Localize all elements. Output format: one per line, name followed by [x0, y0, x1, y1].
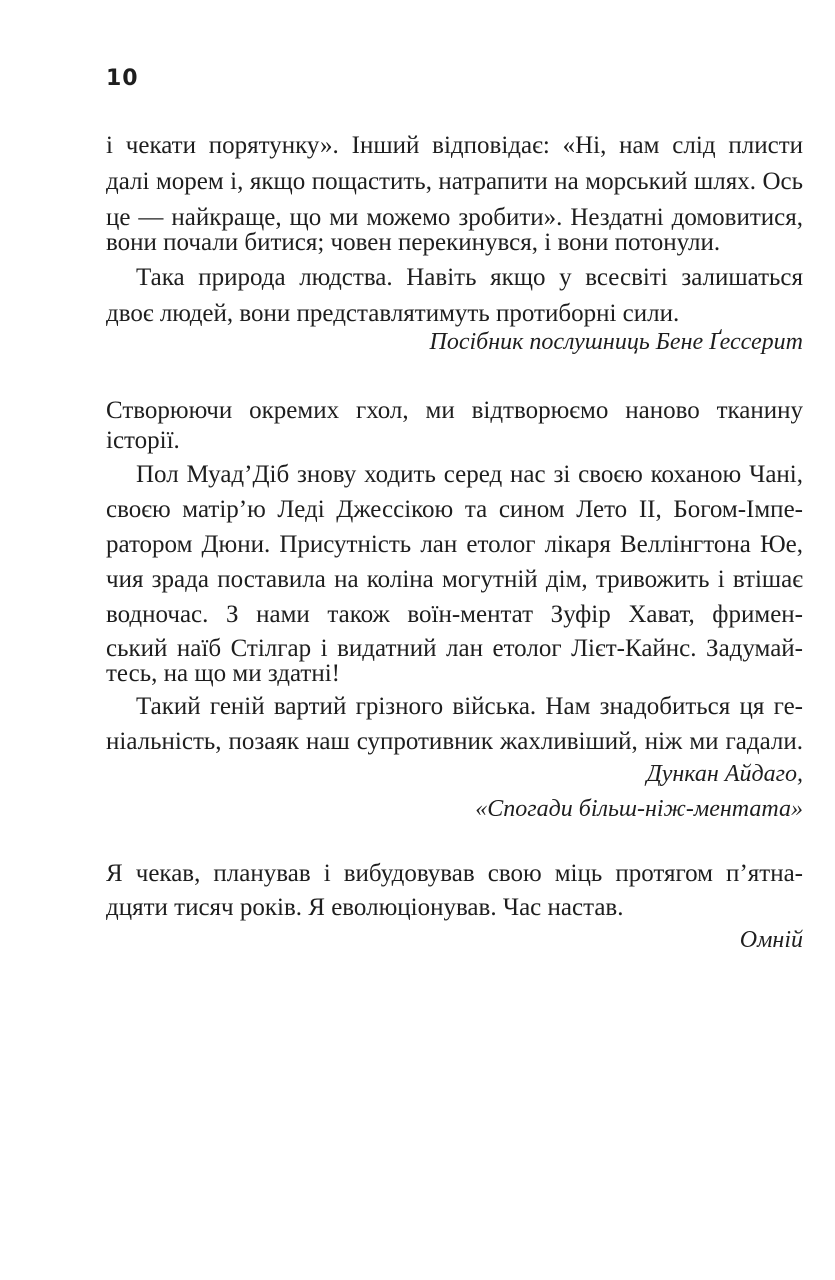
attribution: Омній [739, 927, 803, 953]
text-line: це — найкраще, що ми можемо зробити». Нездатні домовитися, [106, 204, 803, 231]
text-line: ніальність, позаяк наш супротивник жахливіший, ніж ми гадали. [106, 728, 803, 755]
text-line: своєю матір’ю Леді Джессікою та сином Лето II, Богом-Імпе- [106, 496, 803, 523]
page-number: 10 [106, 66, 139, 91]
text-line: Створюючи окремих гхол, ми відтворюємо наново тканину [106, 397, 803, 424]
text-line: Такий геній вартий грізного війська. Нам знадобиться ця ге- [136, 693, 803, 720]
text-line: і чекати порятунку». Інший відповідає: «Ні, нам слід плисти [106, 132, 803, 159]
text-line: історії. [106, 427, 180, 454]
text-line: тесь, на що ми здатні! [106, 660, 340, 687]
text-line: чия зрада поставила на коліна могутній дім, тривожить і втішає [106, 566, 803, 593]
attribution-work: «Спогади більш-ніж-ментата» [475, 796, 803, 822]
text-line: дцяти тисяч років. Я еволюціонував. Час настав. [106, 894, 624, 921]
text-line: ський наїб Стілгар і видатний лан етолог Лієт-Кайнс. Задумай- [106, 635, 803, 662]
text-line: ратором Дюни. Присутність лан етолог лікаря Веллінгтона Юе, [106, 531, 803, 558]
text-line: Така природа людства. Навіть якщо у всесвіті залишаться [136, 264, 803, 291]
text-line: водночас. З нами також воїн-ментат Зуфір Хават, фримен- [106, 601, 803, 628]
text-line: двоє людей, вони представлятимуть протиборні сили. [106, 300, 680, 327]
text-line: вони почали битися; човен перекинувся, і вони потонули. [106, 229, 721, 256]
text-line: далі морем і, якщо пощастить, натрапити на морський шлях. Ось [106, 168, 803, 195]
attribution: Посібник послушниць Бене Ґессерит [429, 329, 803, 355]
attribution-name: Дункан Айдаго, [646, 761, 803, 787]
text-line: Я чекав, планував і вибудовував свою міць протягом п’ятна- [106, 860, 803, 887]
text-line: Пол Муад’Діб знову ходить серед нас зі своєю коханою Чані, [136, 461, 803, 488]
